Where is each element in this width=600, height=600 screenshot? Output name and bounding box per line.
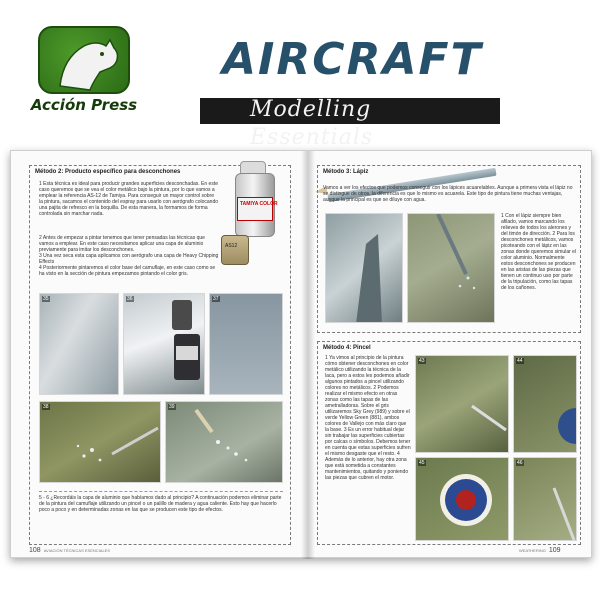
method3-steps: 1 Con el lápiz siempre bien afilado, vamos marcando los relieves de todos los alerones y del timón de dirección. 2 Para los desconchones metálicos, vamos picoteando con el lápiz en las zonas donde queremos simular el color aluminio. Normalmente estos desconchones se producen en las aristas de las piezas que tienen un continuo uso por parte de la tripulación, como las tapas de los cañones. bbox=[501, 213, 577, 291]
photo-38: 38 bbox=[39, 401, 161, 483]
step4-text: 4 Posteriormente pintaremos el color base del camuflaje, en este caso como se ha visto en la sección de pintura empezamos pintando el color gris. bbox=[39, 265, 216, 277]
jar-label: AS12 bbox=[225, 243, 238, 249]
series-title: AIRCRAFT bbox=[222, 34, 483, 85]
method4-steps: 1 Ya vimos al principio de la pintura cómo obtener desconchones en color metálico utilizando la técnica de la laca, pero a estos les podemos añadir algunos pintados a pincel utilizando colores no metálicos. 2 Podemos realizar el mismo efecto en otras zonas como las tapas de las ametralladoras. Sobre el gris utilizaremos Sky Grey (989) y sobre el verde Yellow Green (881), ambos colores de Vallejo con más claro que la base. 3 Es un error habitual dejar sin trabajar las superficies cubiertas por calcas o símbolos. Debemos tener en cuenta que estas superficies sufren el mismo desgaste que el resto. 4 Además de lo anterior, hay otra zona que está sometida a constantes mantenimientos, quitando y poniendo las piezas que cubren el motor. bbox=[325, 355, 411, 481]
right-page-number: 109 bbox=[548, 547, 561, 554]
right-folio bbox=[519, 547, 561, 554]
publisher-logo[interactable] bbox=[28, 26, 140, 116]
book-spread-preview[interactable] bbox=[10, 150, 592, 558]
photo-45: 45 bbox=[415, 457, 509, 541]
photo-36: 36 bbox=[123, 293, 205, 395]
step5-6-text: 5 - 6 ¿Recordáis la capa de aluminio que habíamos dado al principio? A continuación podemos eliminar parte de la pintura del camuflaje utilizando un pincel o un palillo de madera y agua caliente. Esto hay que hacerlo poco a poco y en determinadas zonas en las que se producen este tipo de efectos. bbox=[39, 491, 283, 521]
left-folio bbox=[29, 547, 110, 554]
paint-jar-image bbox=[221, 235, 249, 265]
step3-text: 3 Una vez seca esta capa aplicamos con aerógrafo una capa de Heavy Chipping Effects bbox=[39, 253, 219, 265]
photo-41 bbox=[407, 213, 495, 323]
photo-44: 44 bbox=[513, 355, 577, 453]
photo-46: 46 bbox=[513, 457, 577, 541]
publisher-name: Acción Press bbox=[30, 96, 138, 114]
horse-logo-icon bbox=[38, 26, 130, 94]
method2-title: Método 2: Producto específico para desconchones bbox=[35, 169, 181, 175]
photo-40 bbox=[325, 213, 403, 323]
method3-title: Método 3: Lápiz bbox=[323, 169, 369, 175]
book-spine bbox=[301, 151, 315, 559]
photo-43: 43 bbox=[415, 355, 509, 453]
method4-title: Método 4: Pincel bbox=[323, 345, 371, 351]
left-running-head: AVIACIÓN TÉCNICAS ESENCIALES bbox=[43, 548, 111, 553]
left-page-number: 108 bbox=[29, 547, 41, 554]
step2-text: 2 Antes de empezar a pintar tenemos que tener pensadas las técnicas que vamos a emplear. En este caso necesitamos aplicar una capa de aluminio previamente para imitar los desconchones. bbox=[39, 235, 205, 253]
series-subtitle: Modelling Essentials bbox=[250, 97, 374, 150]
step1-text: 1 Esta técnica es ideal para producir grandes superficies desconchadas. En este caso queremos que se vea el color metálico bajo la pintura, por lo que vamos a emplear la referencia AS-12 de Tamiya. Para conseguir un mayor control sobre la pintura, sacamos el contenido del espray para usarlo con aerógrafo colocando una pajita de refresco en la boquilla. De esta manera, la formamos de forma controlada sin marchar nada. bbox=[39, 181, 218, 217]
spray-brand: TAMIYA COLOR bbox=[240, 201, 278, 207]
photo-37: 37 bbox=[209, 293, 283, 395]
photo-35: 35 bbox=[39, 293, 119, 395]
method3-intro: Vamos a ver los efectos que podemos conseguir con los lápices acuarelables. Aunque a primera vista el lápiz no se distingue de otros, la diferencia es que lo mismo es acuarela. Este tipo de pintura tiene muchas ventajas, aunque la principal es que se diluye con agua. bbox=[323, 185, 573, 203]
photo-39: 39 bbox=[165, 401, 283, 483]
right-running-head: WEATHERING bbox=[519, 548, 546, 553]
